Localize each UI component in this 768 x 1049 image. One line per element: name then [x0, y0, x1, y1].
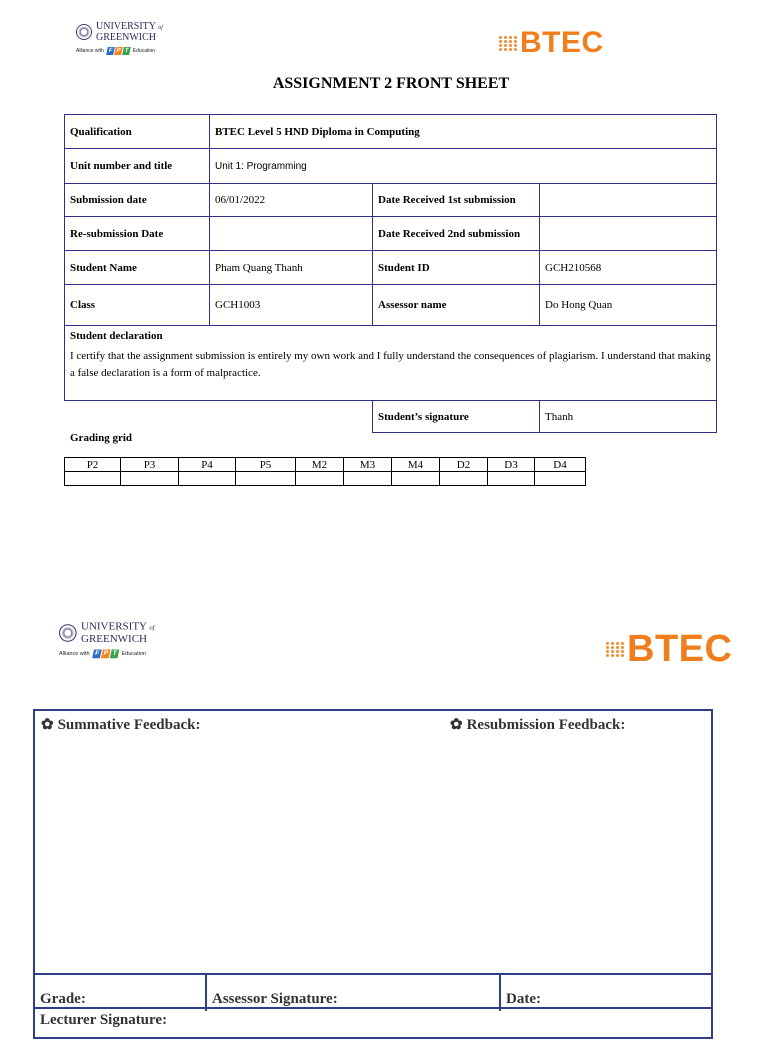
btec-logo: BTEC [499, 26, 604, 60]
grade-signature-row [35, 973, 711, 1011]
gear-icon: ✿ [450, 717, 463, 733]
date-received-2-value [540, 217, 717, 251]
grading-grid-table [64, 457, 586, 486]
grade-cell [488, 472, 535, 486]
fpt-alliance-logo: Alliance with F P T Education [76, 48, 156, 54]
grade-cell [296, 472, 344, 486]
unit-label: Unit number and title [65, 149, 210, 184]
submission-date-label: Submission date [65, 184, 210, 217]
grade-cell [121, 472, 179, 486]
university-of-greenwich-logo: UNIVERSITY of GREENWICH Alliance with F P T Education [76, 21, 163, 54]
page-title: ASSIGNMENT 2 FRONT SHEET [272, 75, 510, 92]
university-of-greenwich-logo-2: UNIVERSITY of GREENWICH Alliance with F P T Education [59, 620, 155, 658]
submission-date-value: 06/01/2022 [210, 184, 373, 217]
lecturer-signature-row [35, 1007, 711, 1049]
grade-header: M2 [296, 458, 344, 472]
grade-header: M3 [344, 458, 392, 472]
grade-header: P3 [121, 458, 179, 472]
student-name-label: Student Name [65, 251, 210, 285]
resubmission-feedback-heading: ✿ Resubmission Feedback: [450, 717, 626, 733]
grade-cell [535, 472, 586, 486]
grading-grid-label: Grading grid [70, 432, 133, 444]
date-received-1-label: Date Received 1st submission [373, 184, 540, 217]
class-label: Class [65, 285, 210, 326]
assessor-name-value: Do Hong Quan [540, 285, 717, 326]
qualification-label: Qualification [65, 115, 210, 149]
unit-value: Unit 1: Programming [210, 149, 717, 184]
grade-cell [344, 472, 392, 486]
grade-label: Grade: [40, 991, 86, 1007]
qualification-value: BTEC Level 5 HND Diploma in Computing [210, 115, 717, 149]
summative-feedback-heading: ✿ Summative Feedback: [41, 717, 201, 733]
grade-header: P4 [179, 458, 236, 472]
assessor-name-label: Assessor name [373, 285, 540, 326]
date-received-1-value [540, 184, 717, 217]
grade-header: D4 [535, 458, 586, 472]
resubmission-date-value [210, 217, 373, 251]
student-name-value: Pham Quang Thanh [210, 251, 373, 285]
grade-header: M4 [392, 458, 440, 472]
class-value: GCH1003 [210, 285, 373, 326]
assessor-signature-cell [207, 975, 501, 1011]
front-sheet-table [64, 114, 717, 433]
signature-spacer [65, 401, 373, 433]
date-label: Date: [506, 991, 541, 1007]
btec-dots-icon [499, 36, 518, 51]
student-id-value: GCH210568 [540, 251, 717, 285]
student-declaration [65, 326, 717, 401]
lecturer-signature-label: Lecturer Signature: [40, 1012, 168, 1028]
student-id-label: Student ID [373, 251, 540, 285]
assessor-signature-label: Assessor Signature: [212, 991, 338, 1007]
grade-header: D3 [488, 458, 535, 472]
btec-dots-icon [606, 642, 625, 657]
fpt-alliance-logo-2: Alliance with F P T Education [59, 650, 146, 658]
grade-cell [35, 975, 207, 1011]
grade-cell [179, 472, 236, 486]
date-cell [501, 975, 711, 1011]
resubmission-date-label: Re-submission Date [65, 217, 210, 251]
student-signature-label: Student’s signature [373, 401, 540, 433]
feedback-box [33, 709, 713, 1039]
grade-cell [392, 472, 440, 486]
grade-cell [65, 472, 121, 486]
university-crest-icon [59, 624, 77, 642]
grade-cell [440, 472, 488, 486]
btec-logo-2: BTEC [606, 628, 732, 671]
university-crest-icon [76, 24, 92, 40]
grade-header: P5 [236, 458, 296, 472]
declaration-text: I certify that the assignment submission is entirely my own work and I fully understand the consequences of plagiarism. I understand that making a false declaration is a form of malpractice. [70, 350, 711, 379]
grade-cell [236, 472, 296, 486]
grade-header: P2 [65, 458, 121, 472]
date-received-2-label: Date Received 2nd submission [373, 217, 540, 251]
grade-header: D2 [440, 458, 488, 472]
student-signature-value: Thanh [540, 401, 717, 433]
gear-icon: ✿ [41, 717, 54, 733]
declaration-heading: Student declaration [70, 330, 163, 342]
